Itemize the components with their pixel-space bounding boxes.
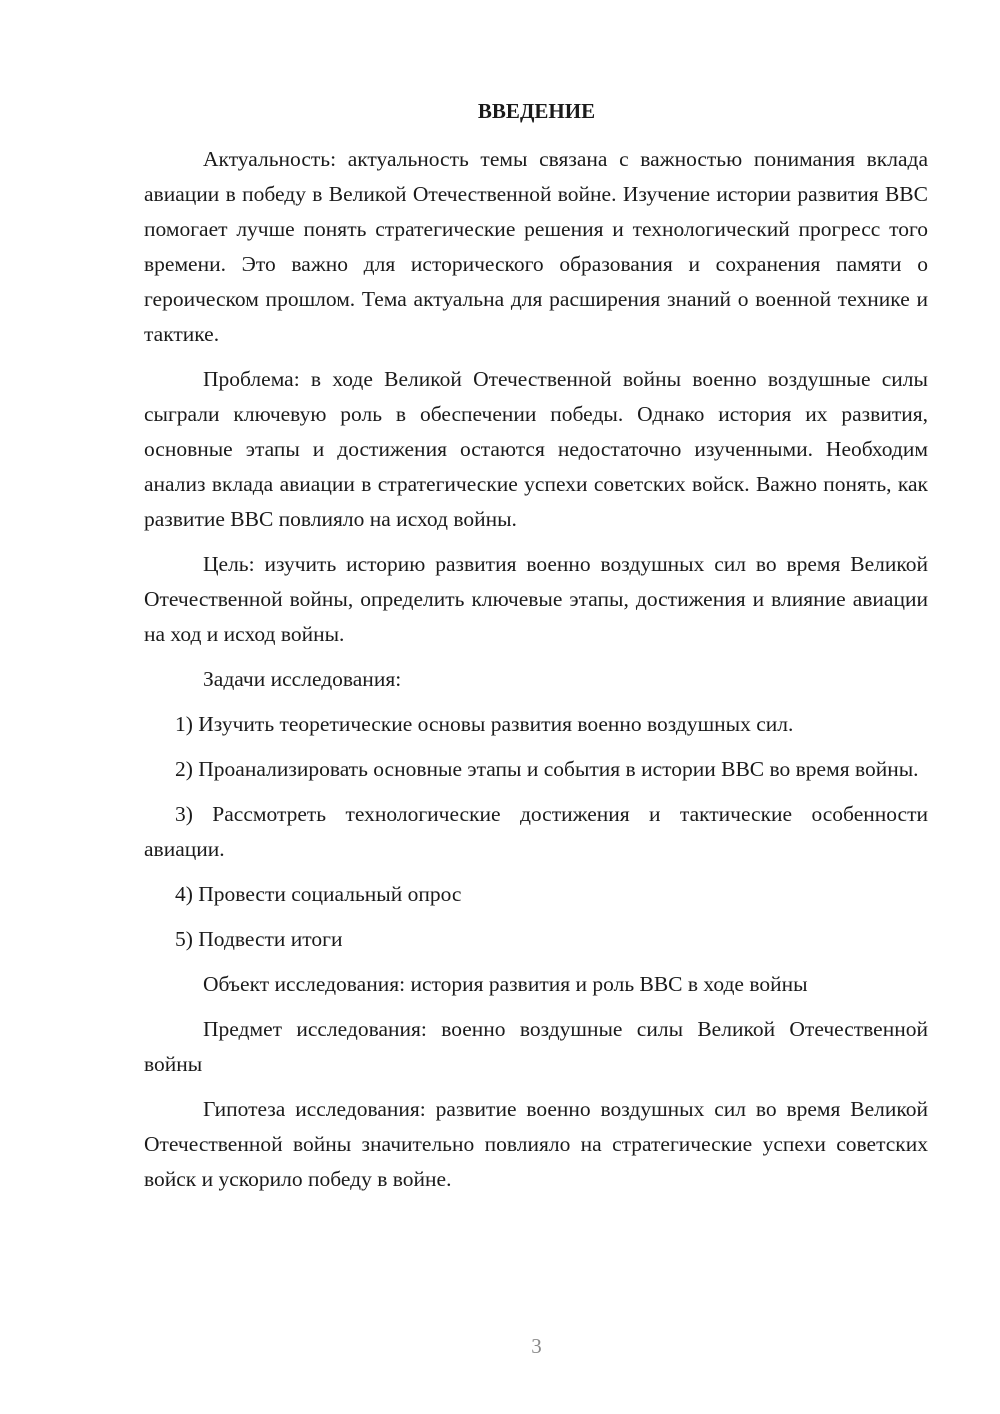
object-paragraph: Объект исследования: история развития и роль ВВС в ходе войны <box>203 972 808 996</box>
subject-paragraph: Предмет исследования: военно воздушные силы Великой Отечественной войны <box>144 1017 928 1076</box>
task-item: 1) Изучить теоретические основы развития военно воздушных сил. <box>175 712 794 736</box>
goal-paragraph: Цель: изучить историю развития военно воздушных сил во время Великой Отечественной войны, определить ключевые этапы, достижения и влияние авиации на ход и исход войны. <box>144 552 928 646</box>
document-body <box>144 142 928 1207</box>
tasks-heading: Задачи исследования: <box>203 667 402 691</box>
relevance-paragraph: Актуальность: актуальность темы связана с важностью понимания вклада авиации в победу в Великой Отечественной войне. Изучение истории развития ВВС помогает лучше понять стратегические решения и технологический прогресс того времени. Это важно для исторического образования и сохранения памяти о героическом прошлом. Тема актуальна для расширения знаний о военной технике и тактике. <box>144 147 928 346</box>
task-item: 5) Подвести итоги <box>175 927 343 951</box>
task-item: 3) Рассмотреть технологические достижения и тактические особенности авиации. <box>144 802 928 861</box>
section-title: ВВЕДЕНИЕ <box>477 99 596 123</box>
task-item: 4) Провести социальный опрос <box>175 882 462 906</box>
problem-paragraph: Проблема: в ходе Великой Отечественной войны военно воздушные силы сыграли ключевую роль в обеспечении победы. Однако история их развития, основные этапы и достижения остаются недостаточно изученными. Необходим анализ вклада авиации в стратегические успехи советских войск. Важно понять, как развитие ВВС повлияло на исход войны. <box>144 367 928 531</box>
task-item: 2) Проанализировать основные этапы и события в истории ВВС во время войны. <box>175 757 919 781</box>
hypothesis-paragraph: Гипотеза исследования: развитие военно воздушных сил во время Великой Отечественной войны значительно повлияло на стратегические успехи советских войск и ускорило победу в войне. <box>144 1097 928 1191</box>
page-number: 3 <box>531 1334 542 1358</box>
